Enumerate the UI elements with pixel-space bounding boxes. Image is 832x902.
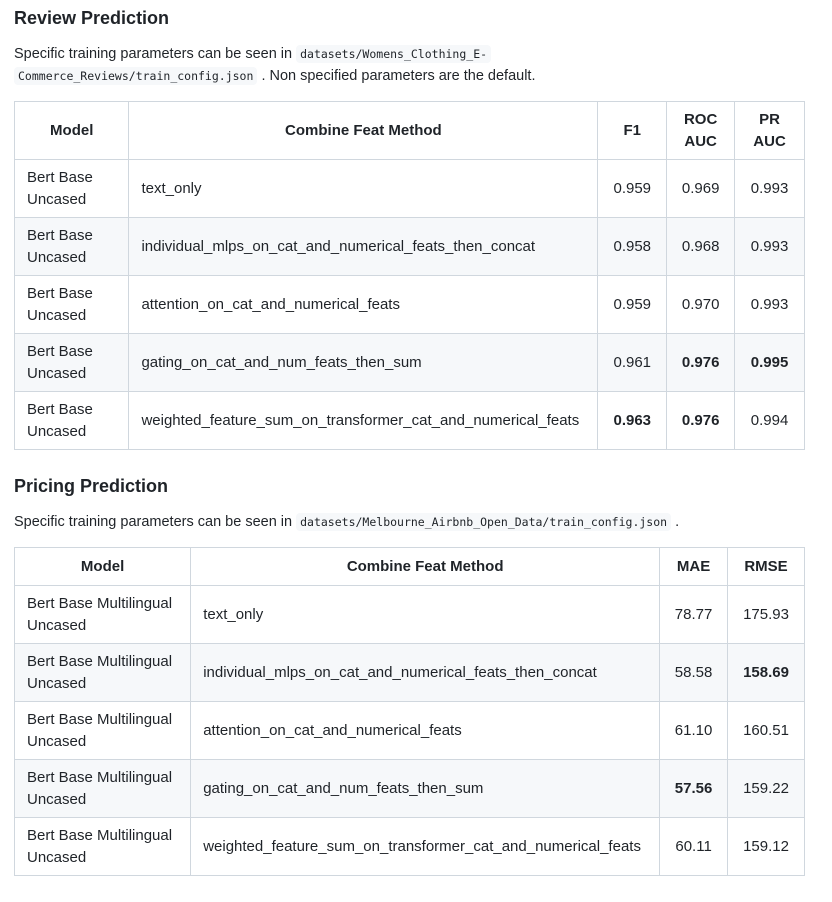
review-description	[14, 43, 818, 87]
review-prediction-heading: Review Prediction	[14, 8, 170, 28]
roc-auc-cell: 0.970	[667, 276, 735, 334]
f1-cell: 0.959	[598, 160, 667, 218]
roc-auc-cell: 0.969	[667, 160, 735, 218]
col-header-method: Combine Feat Method	[191, 548, 660, 586]
table-row	[15, 392, 805, 450]
method-cell: individual_mlps_on_cat_and_numerical_feats_then_concat	[191, 644, 660, 702]
review-desc-suffix: . Non specified parameters are the default.	[261, 68, 536, 84]
col-header-method: Combine Feat Method	[129, 102, 598, 160]
pricing-prediction-heading: Pricing Prediction	[14, 476, 169, 496]
mae-cell: 78.77	[660, 586, 728, 644]
model-cell: Bert Base Multilingual Uncased	[15, 760, 191, 818]
f1-cell: 0.961	[598, 334, 667, 392]
table-header-row	[15, 548, 805, 586]
model-cell: Bert Base Multilingual Uncased	[15, 818, 191, 876]
pr-auc-cell: 0.995	[735, 334, 805, 392]
mae-cell: 58.58	[660, 644, 728, 702]
pricing-desc-suffix: .	[675, 514, 680, 530]
pr-auc-cell: 0.993	[735, 218, 805, 276]
col-header-f1: F1	[598, 102, 667, 160]
rmse-cell: 160.51	[728, 702, 805, 760]
roc-auc-cell: 0.976	[667, 334, 735, 392]
table-row	[15, 586, 805, 644]
col-header-roc-auc: ROC AUC	[667, 102, 735, 160]
table-row	[15, 702, 805, 760]
col-header-mae: MAE	[660, 548, 728, 586]
rmse-cell: 159.22	[728, 760, 805, 818]
method-cell: individual_mlps_on_cat_and_numerical_feats_then_concat	[129, 218, 598, 276]
model-cell: Bert Base Uncased	[15, 334, 129, 392]
model-cell: Bert Base Uncased	[15, 276, 129, 334]
model-cell: Bert Base Multilingual Uncased	[15, 586, 191, 644]
model-cell: Bert Base Uncased	[15, 160, 129, 218]
review-results-table	[14, 101, 805, 450]
table-row	[15, 160, 805, 218]
rmse-cell: 159.12	[728, 818, 805, 876]
method-cell: attention_on_cat_and_numerical_feats	[129, 276, 598, 334]
col-header-rmse: RMSE	[728, 548, 805, 586]
method-cell: gating_on_cat_and_num_feats_then_sum	[129, 334, 598, 392]
pr-auc-cell: 0.993	[735, 160, 805, 218]
table-row	[15, 276, 805, 334]
table-row	[15, 644, 805, 702]
mae-cell: 61.10	[660, 702, 728, 760]
method-cell: gating_on_cat_and_num_feats_then_sum	[191, 760, 660, 818]
rmse-cell: 175.93	[728, 586, 805, 644]
mae-cell: 60.11	[660, 818, 728, 876]
method-cell: text_only	[191, 586, 660, 644]
f1-cell: 0.958	[598, 218, 667, 276]
table-row	[15, 334, 805, 392]
review-config-path-line2: Commerce_Reviews/train_config.json	[14, 67, 257, 85]
rmse-cell: 158.69	[728, 644, 805, 702]
model-cell: Bert Base Multilingual Uncased	[15, 644, 191, 702]
roc-auc-cell: 0.968	[667, 218, 735, 276]
table-row	[15, 218, 805, 276]
table-row	[15, 760, 805, 818]
f1-cell: 0.959	[598, 276, 667, 334]
mae-cell: 57.56	[660, 760, 728, 818]
pricing-desc-prefix: Specific training parameters can be seen in	[14, 514, 297, 530]
model-cell: Bert Base Uncased	[15, 392, 129, 450]
pricing-config-path: datasets/Melbourne_Airbnb_Open_Data/train_config.json	[296, 513, 671, 531]
col-header-model: Model	[15, 548, 191, 586]
model-cell: Bert Base Multilingual Uncased	[15, 702, 191, 760]
method-cell: weighted_feature_sum_on_transformer_cat_and_numerical_feats	[129, 392, 598, 450]
pricing-description	[14, 511, 818, 533]
pricing-results-table	[14, 547, 805, 876]
col-header-pr-auc: PR AUC	[735, 102, 805, 160]
pr-auc-cell: 0.993	[735, 276, 805, 334]
pr-auc-cell: 0.994	[735, 392, 805, 450]
review-config-path-line1: datasets/Womens_Clothing_E-	[296, 45, 491, 63]
roc-auc-cell: 0.976	[667, 392, 735, 450]
method-cell: text_only	[129, 160, 598, 218]
f1-cell: 0.963	[598, 392, 667, 450]
col-header-model: Model	[15, 102, 129, 160]
review-desc-prefix: Specific training parameters can be seen in	[14, 46, 297, 62]
table-row	[15, 818, 805, 876]
method-cell: weighted_feature_sum_on_transformer_cat_and_numerical_feats	[191, 818, 660, 876]
model-cell: Bert Base Uncased	[15, 218, 129, 276]
table-header-row	[15, 102, 805, 160]
method-cell: attention_on_cat_and_numerical_feats	[191, 702, 660, 760]
